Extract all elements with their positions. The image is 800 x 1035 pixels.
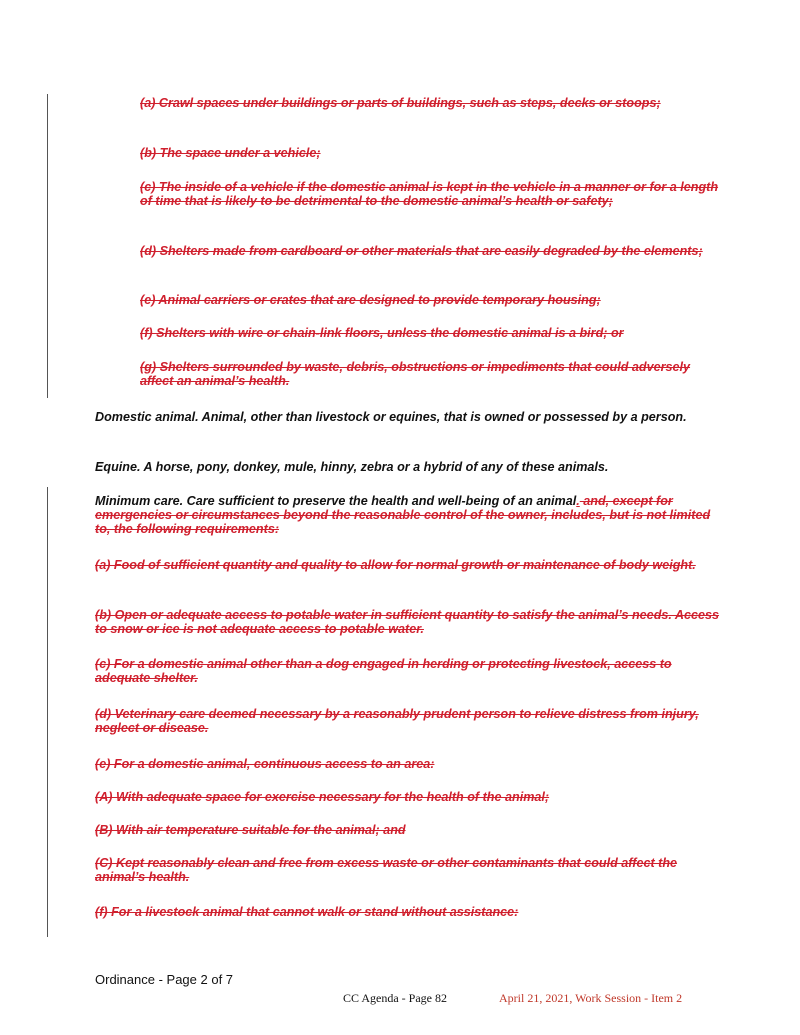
requirement-e-a: (A) With adequate space for exercise necessary for the health of the animal; [95, 790, 550, 804]
requirement-e-c: (C) Kept reasonably clean and free from excess waste or other contaminants that could affect the animal’s health. [95, 856, 678, 884]
shelter-exclusion-g: (g) Shelters surrounded by waste, debris, obstructions or impediments that could adversely affect an animal’s health. [140, 360, 691, 388]
requirement-e: (e) For a domestic animal, continuous access to an area: [95, 757, 435, 771]
minimum-care-inserted-text: . [576, 494, 580, 508]
requirement-d: (d) Veterinary care deemed necessary by a reasonably prudent person to relieve distress from injury, neglect or disease. [95, 707, 699, 735]
shelter-exclusion-f: (f) Shelters with wire or chain-link floors, unless the domestic animal is a bird; or [140, 326, 624, 340]
revision-bar-bottom [47, 487, 48, 937]
meeting-info-label: April 21, 2021, Work Session - Item 2 [499, 991, 683, 1005]
shelter-exclusion-c: (c) The inside of a vehicle if the domestic animal is kept in the vehicle in a manner or for a length of time that is likely to be detrimental to the domestic animal’s health or safety; [140, 180, 719, 208]
requirement-a: (a) Food of sufficient quantity and quality to allow for normal growth or maintenance of body weight. [95, 558, 696, 572]
shelter-exclusion-a: (a) Crawl spaces under buildings or parts of buildings, such as steps, decks or stoops; [140, 96, 661, 110]
requirement-c: (c) For a domestic animal other than a dog engaged in herding or protecting livestock, access to adequate shelter. [95, 657, 672, 685]
definition-equine: Equine. A horse, pony, donkey, mule, hinny, zebra or a hybrid of any of these animals. [95, 460, 609, 474]
shelter-exclusion-e: (e) Animal carriers or crates that are designed to provide temporary housing; [140, 293, 601, 307]
minimum-care-kept-text: Minimum care. Care sufficient to preserve the health and well-being of an animal [95, 494, 577, 508]
agenda-page-label: CC Agenda - Page 82 [343, 991, 447, 1005]
page-number-label: Ordinance - Page 2 of 7 [95, 972, 234, 987]
requirement-e-b: (B) With air temperature suitable for the animal; and [95, 823, 406, 837]
shelter-exclusion-d: (d) Shelters made from cardboard or other materials that are easily degraded by the elements; [140, 244, 703, 258]
requirement-b: (b) Open or adequate access to potable water in sufficient quantity to satisfy the animal’s needs. Access to snow or ice is not adequate access to potable water. [95, 608, 720, 636]
definition-minimum-care [95, 494, 720, 536]
requirement-f: (f) For a livestock animal that cannot walk or stand without assistance: [95, 905, 519, 919]
shelter-exclusion-b: (b) The space under a vehicle; [140, 146, 321, 160]
definition-domestic-animal: Domestic animal. Animal, other than livestock or equines, that is owned or possessed by a person. [95, 410, 687, 424]
minimum-care-deleted-text: and, except for emergencies or circumstances beyond the reasonable control of the owner, includes, but is not limited to, the following requirements: [95, 494, 711, 536]
revision-bar-top [47, 94, 48, 398]
